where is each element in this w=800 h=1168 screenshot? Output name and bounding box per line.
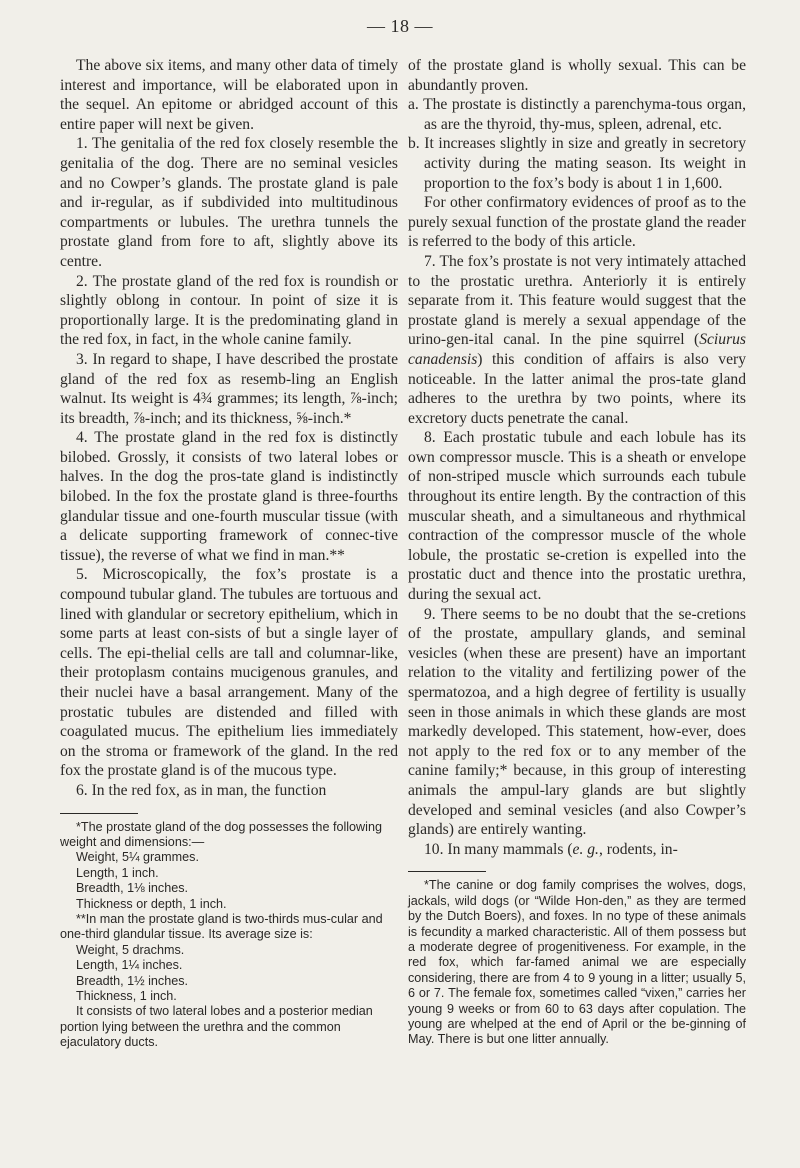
footnote-man-thickness: Thickness, 1 inch. [76,989,177,1004]
paragraph-10-end: , rodents, in- [598,840,678,858]
paragraph-6-start: 6. In the red fox, as in man, the function [76,781,327,799]
paragraph-7-end: ) this condition of affairs is also very noticeable. In the latter animal the pros-tate gland adheres to the urethra by two points, where its excretory ducts penetrate the canal. [408,350,746,427]
footnote-dog-breadth: Breadth, 1⅛ inches. [76,881,189,896]
paragraph-6-continuation: of the prostate gland is wholly sexual. This can be abundantly proven. [408,57,746,94]
footnote-rule [408,871,486,872]
abbreviation-eg: e. g. [572,840,599,858]
footnote-dog-thickness: Thickness or depth, 1 inch. [76,896,227,911]
footnote-man-weight: Weight, 5 drachms. [76,942,185,957]
page-number: — 18 — [367,16,433,36]
paragraph-9: 9. There seems to be no doubt that the se-cretions of the prostate, ampullary glands, and seminal vesicles (when these are present) have an important relation to the vitality and fertilizing power of the spermatozoa, and a high degree of fertility is usually seen in those animals in which these glands are most markedly developed. This statement, how-ever, does not apply to the red fox or to any member of the canine family;* because, in this group of interesting animals the ampul-lary glands are but slightly developed and seminal vesicles (and also Cowper’s glands) are entirely wanting. [408,605,746,839]
paragraph-10-start: 10. In many mammals ( [424,840,573,858]
item-b: b. It increases slightly in size and greatly in secretory activity during the mating season. Its weight in proportion to the fox’s body is about 1 in 1,600. [408,135,746,192]
species-name: Sciurus canadensis [408,331,746,368]
paragraph-4: 4. The prostate gland in the red fox is distinctly bilobed. Grossly, it consists of two lateral lobes or halves. In the dog the pros-tate gland is indistinctly bilobed. In the fox the prostate gland is three-fourths glandular tissue and one-fourth muscular tissue (with a delicate supporting framework of connec-tive tissue), the reverse of what we find in man.** [60,429,398,564]
paragraph-7-start: 7. The fox’s prostate is not very intimately attached to the prostatic urethra. Anteriorly it is entirely separate from it. This feature would suggest that the prostate gland is merely a sexual appendage of the urino-gen-ital canal. In the pine squirrel ( [408,252,746,349]
footnote-man-lobes: It consists of two lateral lobes and a posterior median portion lying between the urethra and the common ejaculatory ducts. [60,1004,373,1050]
left-footnotes [60,813,398,1051]
footnote-dog-length: Length, 1 inch. [76,865,159,880]
paragraph-3: 3. In regard to shape, I have described the prostate gland of the red fox as resemb-ling an English walnut. Its weight is 4¾ grammes; its length, ⅞-inch; its breadth, ⅞-inch; and its thickness, ⅝-inch.* [60,350,398,427]
footnote-man-length: Length, 1¼ inches. [76,958,183,973]
paragraph-other-evidence: For other confirmatory evidences of proof as to the purely sexual function of the prostate gland the reader is referred to the body of this article. [408,194,746,251]
footnote-canine-family: *The canine or dog family comprises the wolves, dogs, jackals, wild dogs (or “Wilde Hon-den,” as they are termed by the Dutch Boers), and foxes. In no type of these animals is fecundity a marked characteristic. All of them possess but a moderate degree of progenitiveness. For example, in the red fox, which far-famed animal we are especially considering, there are from 4 to 9 young in a litter; usually 5, 6 or 7. The female fox, sometimes called “vixen,” carries her young 9 weeks or from 60 to 63 days after copulation. The young are whelped at the end of April or the be-ginning of May. There is but one litter annually. [408,878,746,1047]
intro-paragraph: The above six items, and many other data of timely interest and importance, will be elaborated upon in the sequel. An epitome or abridged account of this entire paper will next be given. [60,57,398,133]
right-footnotes [408,871,746,1047]
item-a: a. The prostate is distinctly a parenchyma-tous organ, as are the thyroid, thy-mus, spleen, adrenal, etc. [408,96,746,133]
footnote-dog-intro: *The prostate gland of the dog possesses the following weight and dimensions:— [60,819,382,849]
paragraph-8: 8. Each prostatic tubule and each lobule has its own compressor muscle. This is a sheath or envelope of non-striped muscle which surrounds each tubule throughout its entire length. By the contraction of this muscular sheath, and a simultaneous and rhythmical contraction of the compressor muscle of the whole lobule, the prostatic se-cretion is expelled into the prostatic duct and thence into the prostatic urethra, during the sexual act. [408,429,746,604]
paragraph-2: 2. The prostate gland of the red fox is roundish or slightly oblong in contour. In point of size it is proportionally large. It is the predominating gland in the red fox, in fact, in the whole canine family. [60,272,398,349]
footnote-rule [60,813,138,814]
paragraph-10 [408,840,746,860]
right-column [408,56,746,1048]
paragraph-7 [408,252,746,428]
paragraph-5: 5. Microscopically, the fox’s prostate is a compound tubular gland. The tubules are tortuous and lined with glandular or secretory epithelium, which in some parts at least con-sists of but a single layer of cells. The epi-thelial cells are tall and columnar-like, their protoplasm contains mucigenous granules, and their nuclei have a basal arrangement. Many of the prostatic tubules are distended and filled with coagulated mucus. The epithelium lies immediately on the stroma or framework of the gland. In the red fox the prostate gland is of the mucous type. [60,566,398,780]
paragraph-1: 1. The genitalia of the red fox closely resemble the genitalia of the dog. There are no seminal vesicles and no Cowper’s glands. The prostate gland is pale and ir-regular, as if subdivided into multitudinous compartments or lubules. The urethra tunnels the prostate gland from fore to aft, slightly above its centre. [60,135,398,270]
left-column [60,56,398,1051]
footnote-dog-weight: Weight, 5¼ grammes. [76,850,199,865]
footnote-man-breadth: Breadth, 1½ inches. [76,973,189,988]
footnote-man-intro: **In man the prostate gland is two-thirds mus-cular and one-third glandular tissue. Its average size is: [60,912,383,942]
